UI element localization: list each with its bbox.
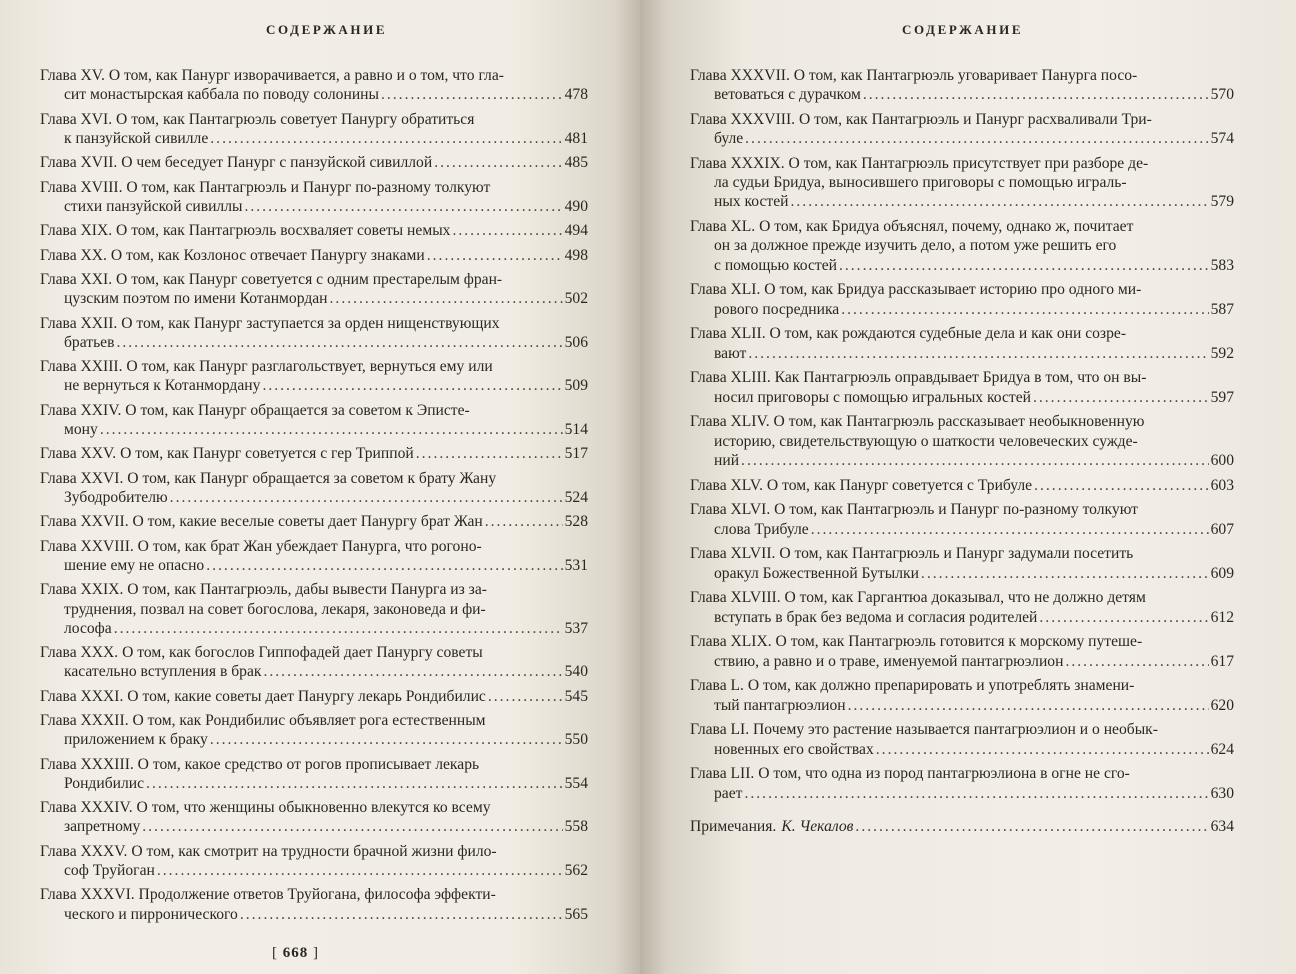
entry-title-end: рового посредника [714, 300, 840, 318]
entry-title-line: Глава LI. Почему это растение называется пантагрюэлион и о необык- [690, 721, 1158, 739]
toc-entry [40, 687, 588, 706]
entry-page-number: 579 [1210, 193, 1234, 211]
entry-title-end: ствию, а равно и о траве, именуемой пантагрюэлион [714, 652, 1064, 670]
dot-leader [848, 696, 1209, 715]
entry-last-line [40, 333, 588, 352]
entry-page-number: 498 [564, 246, 588, 264]
dot-leader [1065, 652, 1208, 671]
entry-page-number: 537 [564, 619, 588, 637]
dot-leader [744, 784, 1208, 803]
entry-title-line: Глава XV. О том, как Панург изворачивается, а равно и о том, что гла- [40, 67, 504, 84]
entry-title-line: Глава XXXIV. О том, что женщины обыкновенно влекутся ко всему [40, 799, 491, 817]
toc-entry [40, 798, 588, 836]
entry-page-number: 558 [564, 818, 588, 836]
entry-page-number: 540 [564, 663, 588, 681]
dot-leader [263, 662, 562, 681]
entry-last-line [690, 388, 1234, 407]
entry-page-number: 550 [564, 731, 588, 749]
toc-entry [690, 368, 1234, 406]
entry-page-number: 574 [1210, 130, 1234, 148]
entry-title-line: Глава LII. О том, что одна из пород пантагрюэлиона в огне не сго- [690, 765, 1130, 783]
entry-title-line: Глава XVI. О том, как Пантагрюэль советует Панургу обратиться [40, 110, 475, 128]
bracket-open: [ [272, 945, 283, 961]
entry-title-end: слова Трибуле [714, 520, 809, 538]
dot-leader [427, 246, 563, 265]
entry-page-number: 506 [564, 333, 588, 351]
entry-last-line [40, 376, 588, 395]
table-of-contents [690, 66, 1234, 842]
dot-leader [841, 300, 1208, 319]
entry-last-line [40, 687, 588, 706]
entry-last-line [690, 564, 1234, 583]
entry-page-number: 502 [564, 290, 588, 308]
entry-page-number: 478 [564, 86, 588, 104]
dot-leader [485, 512, 563, 531]
entry-title-line: Глава XXXV. О том, как смотрит на трудности брачной жизни фило- [40, 842, 497, 860]
entry-title-end: вают [714, 344, 747, 362]
entry-title-line: Глава XXVIII. О том, как брат Жан убеждает Панурга, что рогоно- [40, 537, 482, 555]
entry-last-line [690, 192, 1234, 211]
entry-last-line [40, 861, 588, 880]
notes-label: Примечания. [690, 817, 777, 835]
dot-leader [876, 740, 1209, 759]
entry-title-line: Глава XXXII. О том, как Рондибилис объявляет рога естественным [40, 712, 486, 730]
dot-leader [741, 451, 1209, 470]
entry-title-line: труднения, позвал на совет богослова, лекаря, законоведа и фи- [64, 600, 486, 618]
entry-last-line [40, 619, 588, 638]
entry-page-number: 545 [564, 687, 588, 705]
entry-last-line [40, 488, 588, 507]
entry-title-line: Глава XLII. О том, как рождаются судебные дела и как они созре- [690, 325, 1127, 343]
entry-last-line [690, 740, 1234, 759]
entry-title-end: носил приговоры с помощью игральных костей [714, 388, 1031, 406]
toc-entry [40, 270, 588, 308]
entry-title-line: Глава L. О том, как должно препарировать и употреблять знамени- [690, 677, 1135, 695]
entry-title-line: Глава XXX. О том, как богослов Гиппофадей дает Панургу советы [40, 644, 483, 662]
entry-page-number: 617 [1210, 652, 1234, 670]
entry-title-end: Глава XIX. О том, как Пантагрюэль восхваляет советы немых [40, 222, 451, 240]
entry-page-number: 509 [564, 377, 588, 395]
entry-title-end: ний [714, 451, 740, 469]
entry-page-number: 603 [1210, 476, 1234, 494]
entry-title-line: Глава XL. О том, как Бридуа объяснял, почему, однако ж, почитает [690, 218, 1134, 236]
entry-last-line [40, 197, 588, 216]
entry-title-line: Глава XXII. О том, как Панург заступается за орден нищенствующих [40, 314, 500, 332]
entry-last-line [40, 905, 588, 924]
dot-leader [791, 192, 1209, 211]
page-header: СОДЕРЖАНИЕ [266, 22, 388, 37]
entry-title-end: приложением к браку [64, 731, 208, 749]
entry-last-line [40, 444, 588, 463]
dot-leader [1033, 388, 1209, 407]
entry-title-line: Глава XLIX. О том, как Пантагрюэль готовится к морскому путеше- [690, 633, 1143, 651]
entry-page-number: 624 [1210, 740, 1234, 758]
toc-entry [40, 314, 588, 352]
entry-title-end: цузским поэтом по имени Котанмордан [64, 290, 328, 308]
toc-entry [40, 357, 588, 395]
entry-page-number: 494 [564, 222, 588, 240]
entry-last-line [690, 784, 1234, 803]
dot-leader [146, 774, 563, 793]
entry-title-end: Глава XVII. О чем беседует Панург с панзуйской сивиллой [40, 154, 433, 172]
entry-title-end: Зубодробителю [64, 488, 168, 506]
entry-title-end: лософа [64, 619, 112, 637]
entry-title-line: Глава XXIII. О том, как Панург разглагольствует, вернуться ему или [40, 358, 493, 376]
toc-entry [40, 885, 588, 923]
toc-entry [690, 66, 1234, 104]
toc-entry [40, 580, 588, 638]
entry-last-line [690, 256, 1234, 275]
entry-page-number: 531 [564, 556, 588, 574]
dot-leader [1034, 476, 1209, 495]
entry-title-end: с помощью костей [714, 256, 837, 274]
entry-last-line [40, 556, 588, 575]
entry-page-number: 607 [1210, 520, 1234, 538]
entry-last-line [40, 420, 588, 439]
entry-last-line [690, 300, 1234, 319]
entry-page-number: 597 [1210, 388, 1234, 406]
left-page [0, 0, 640, 974]
entry-page-number: 490 [564, 197, 588, 215]
toc-entry [40, 537, 588, 575]
entry-title-end: соф Труйоган [64, 862, 155, 880]
toc-entry [40, 444, 588, 463]
entry-title-end: шение ему не опасно [64, 556, 205, 574]
entry-title-end: касательно вступления в брак [64, 663, 262, 681]
entry-last-line [690, 129, 1234, 148]
entry-title-line: Глава XXIV. О том, как Панург обращается за советом к Эписте- [40, 401, 470, 419]
toc-entry [690, 324, 1234, 362]
entry-last-line [40, 246, 588, 265]
entry-title-line: Глава XLVII. О том, как Пантагрюэль и Панург задумали посетить [690, 545, 1134, 563]
entry-title-line: Глава XXIX. О том, как Пантагрюэль, дабы вывести Панурга из за- [40, 581, 487, 599]
toc-entry [690, 676, 1234, 714]
toc-entry [40, 110, 588, 148]
entry-title-line: Глава XXXVII. О том, как Пантагрюэль уговаривает Панурга посо- [690, 67, 1138, 84]
toc-entry [40, 469, 588, 507]
toc-entry [40, 153, 588, 172]
dot-leader [210, 129, 562, 148]
toc-entry [690, 720, 1234, 758]
entry-page-number: 592 [1210, 344, 1234, 362]
toc-entry [40, 755, 588, 793]
right-page [640, 0, 1296, 974]
entry-title-line: Глава XXXVI. Продолжение ответов Труйогана, философа эффекти- [40, 886, 496, 904]
entry-title-end: ческого и пирронического [64, 905, 238, 923]
entry-page-number: 620 [1210, 696, 1234, 714]
dot-leader [157, 861, 563, 880]
entry-last-line [40, 774, 588, 793]
entry-page-number: 485 [564, 154, 588, 172]
entry-last-line [690, 817, 1234, 836]
entry-page-number: 634 [1210, 817, 1234, 835]
entry-title-line: ла судьи Бридуа, выносившего приговоры с помощью играль- [714, 174, 1127, 192]
entry-page-number: 481 [564, 129, 588, 147]
dot-leader [488, 687, 563, 706]
toc-entry [690, 588, 1234, 626]
entry-last-line [40, 129, 588, 148]
toc-entry [690, 154, 1234, 212]
entry-title-line: Глава XXXVIII. О том, как Пантагрюэль и Панург расхваливали Три- [690, 111, 1152, 128]
dot-leader [330, 289, 563, 308]
entry-title-end: Глава XLV. О том, как Панург советуется с Трибуле [690, 476, 1033, 494]
entry-title-line: он за должное прежде изучить дело, а потом уже решить его [714, 237, 1117, 255]
entry-last-line [690, 476, 1234, 495]
entry-title-line: Глава XXXIII. О том, какое средство от рогов прописывает лекарь [40, 755, 480, 773]
dot-leader [116, 333, 562, 352]
entry-title-line: Глава XXI. О том, как Панург советуется с одним престарелым фран- [40, 270, 503, 288]
toc-entry [40, 221, 588, 240]
toc-entry [690, 632, 1234, 670]
toc-entry [40, 512, 588, 531]
entry-title-end: вступать в брак без ведома и согласия родителей [714, 608, 1038, 626]
entry-page-number: 524 [564, 488, 588, 506]
entry-page-number: 554 [564, 774, 588, 792]
page-number [272, 945, 319, 962]
toc-entry [690, 500, 1234, 538]
notes-author: К. Чекалов [781, 817, 854, 835]
entry-title-end: мону [64, 420, 98, 438]
entry-last-line [690, 652, 1234, 671]
toc-entry [690, 280, 1234, 318]
dot-leader [416, 444, 563, 463]
toc-entry [40, 178, 588, 216]
entry-last-line [40, 289, 588, 308]
dot-leader [748, 344, 1208, 363]
entry-last-line [40, 153, 588, 172]
toc-entry [690, 412, 1234, 470]
dot-leader [262, 376, 562, 395]
dot-leader [100, 420, 563, 439]
entry-title-end: Глава XX. О том, как Козлонос отвечает Панургу знаками [40, 246, 425, 264]
entry-title-end: Рондибилис [64, 774, 145, 792]
entry-page-number: 583 [1210, 256, 1234, 274]
toc-entry [40, 246, 588, 265]
toc-entry [690, 476, 1234, 495]
dot-leader [142, 817, 562, 836]
entry-last-line [40, 85, 588, 104]
entry-last-line [690, 520, 1234, 539]
dot-leader [855, 817, 1208, 836]
bracket-close: ] [308, 945, 319, 961]
entry-page-number: 587 [1210, 300, 1234, 318]
entry-title-end: буле [714, 130, 744, 148]
table-of-contents [40, 66, 588, 929]
toc-entry [690, 217, 1234, 275]
entry-last-line [40, 662, 588, 681]
entry-title-end: ных костей [714, 193, 789, 211]
entry-title-line: Глава XXVI. О том, как Панург обращается за советом к брату Жану [40, 469, 497, 487]
entry-page-number: 528 [564, 513, 588, 531]
toc-entry [690, 110, 1234, 148]
entry-title-end: запретному [64, 818, 141, 836]
entry-page-number: 565 [564, 905, 588, 923]
dot-leader [381, 85, 563, 104]
entry-page-number: 600 [1210, 451, 1234, 469]
entry-title-end: тый пантагрюэлион [714, 696, 846, 714]
entry-page-number: 514 [564, 420, 588, 438]
dot-leader [170, 488, 563, 507]
entry-title-line: Глава XLVI. О том, как Пантагрюэль и Панург по-разному толкуют [690, 501, 1138, 519]
entry-title-end: сит монастырская каббала по поводу солонины [64, 86, 379, 104]
folio-number: 668 [282, 945, 309, 961]
dot-leader [745, 129, 1208, 148]
entry-page-number: 562 [564, 862, 588, 880]
entry-title-end: Глава XXXI. О том, какие советы дает Панургу лекарь Рондибилис [40, 687, 486, 705]
entry-title-end: ветоваться с дурачком [714, 86, 861, 104]
dot-leader [1039, 608, 1208, 627]
toc-entry [40, 643, 588, 681]
dot-leader [434, 153, 562, 172]
entry-title-line: историю, свидетельствующую о шаткости человеческих сужде- [714, 432, 1138, 450]
entry-title-line: Глава XLIV. О том, как Пантагрюэль рассказывает необыкновенную [690, 413, 1145, 431]
toc-entry [40, 711, 588, 749]
entry-last-line [690, 344, 1234, 363]
entry-last-line [40, 730, 588, 749]
entry-title-end: новенных его свойствах [714, 740, 874, 758]
dot-leader [811, 520, 1209, 539]
toc-entry [40, 842, 588, 880]
dot-leader [863, 85, 1209, 104]
entry-title-end: к панзуйской сивилле [64, 129, 209, 147]
toc-entry [40, 66, 588, 104]
dot-leader [114, 619, 563, 638]
entry-page-number: 517 [564, 445, 588, 463]
entry-last-line [690, 696, 1234, 715]
entry-page-number: 570 [1210, 86, 1234, 104]
entry-last-line [690, 451, 1234, 470]
entry-page-number: 612 [1210, 608, 1234, 626]
entry-page-number: 630 [1210, 784, 1234, 802]
entry-last-line [690, 608, 1234, 627]
dot-leader [839, 256, 1209, 275]
entry-last-line [690, 85, 1234, 104]
entry-page-number: 609 [1210, 564, 1234, 582]
entry-title-end: стихи панзуйской сивиллы [64, 197, 243, 215]
entry-last-line [40, 512, 588, 531]
toc-entry-notes [690, 817, 1234, 836]
entry-title-line: Глава XXXIX. О том, как Пантагрюэль присутствует при разборе де- [690, 155, 1149, 172]
entry-title-end: оракул Божественной Бутылки [714, 564, 919, 582]
entry-title-line: Глава XLI. О том, как Бридуа рассказывает историю про одного ми- [690, 281, 1142, 299]
entry-title-end: братьев [64, 333, 115, 351]
entry-last-line [40, 817, 588, 836]
dot-leader [206, 556, 562, 575]
toc-entry [690, 764, 1234, 802]
entry-title-end: не вернуться к Котанмордану [64, 377, 261, 395]
toc-entry [690, 544, 1234, 582]
entry-last-line [40, 221, 588, 240]
dot-leader [240, 905, 563, 924]
entry-title-end: Глава XXVII. О том, какие веселые советы дает Панургу брат Жан [40, 513, 483, 531]
dot-leader [210, 730, 563, 749]
entry-title-line: Глава XLIII. Как Пантагрюэль оправдывает Бридуа в том, что он вы- [690, 369, 1147, 387]
entry-title-end: рает [714, 784, 743, 802]
dot-leader [921, 564, 1209, 583]
dot-leader [244, 197, 562, 216]
dot-leader [452, 221, 562, 240]
page-header: СОДЕРЖАНИЕ [902, 22, 1024, 37]
entry-title-line: Глава XVIII. О том, как Пантагрюэль и Панург по-разному толкуют [40, 178, 491, 196]
toc-entry [40, 401, 588, 439]
entry-title-end: Глава XXV. О том, как Панург советуется с гер Триппой [40, 445, 414, 463]
entry-title-line: Глава XLVIII. О том, как Гаргантюа доказывал, что не должно детям [690, 589, 1146, 607]
